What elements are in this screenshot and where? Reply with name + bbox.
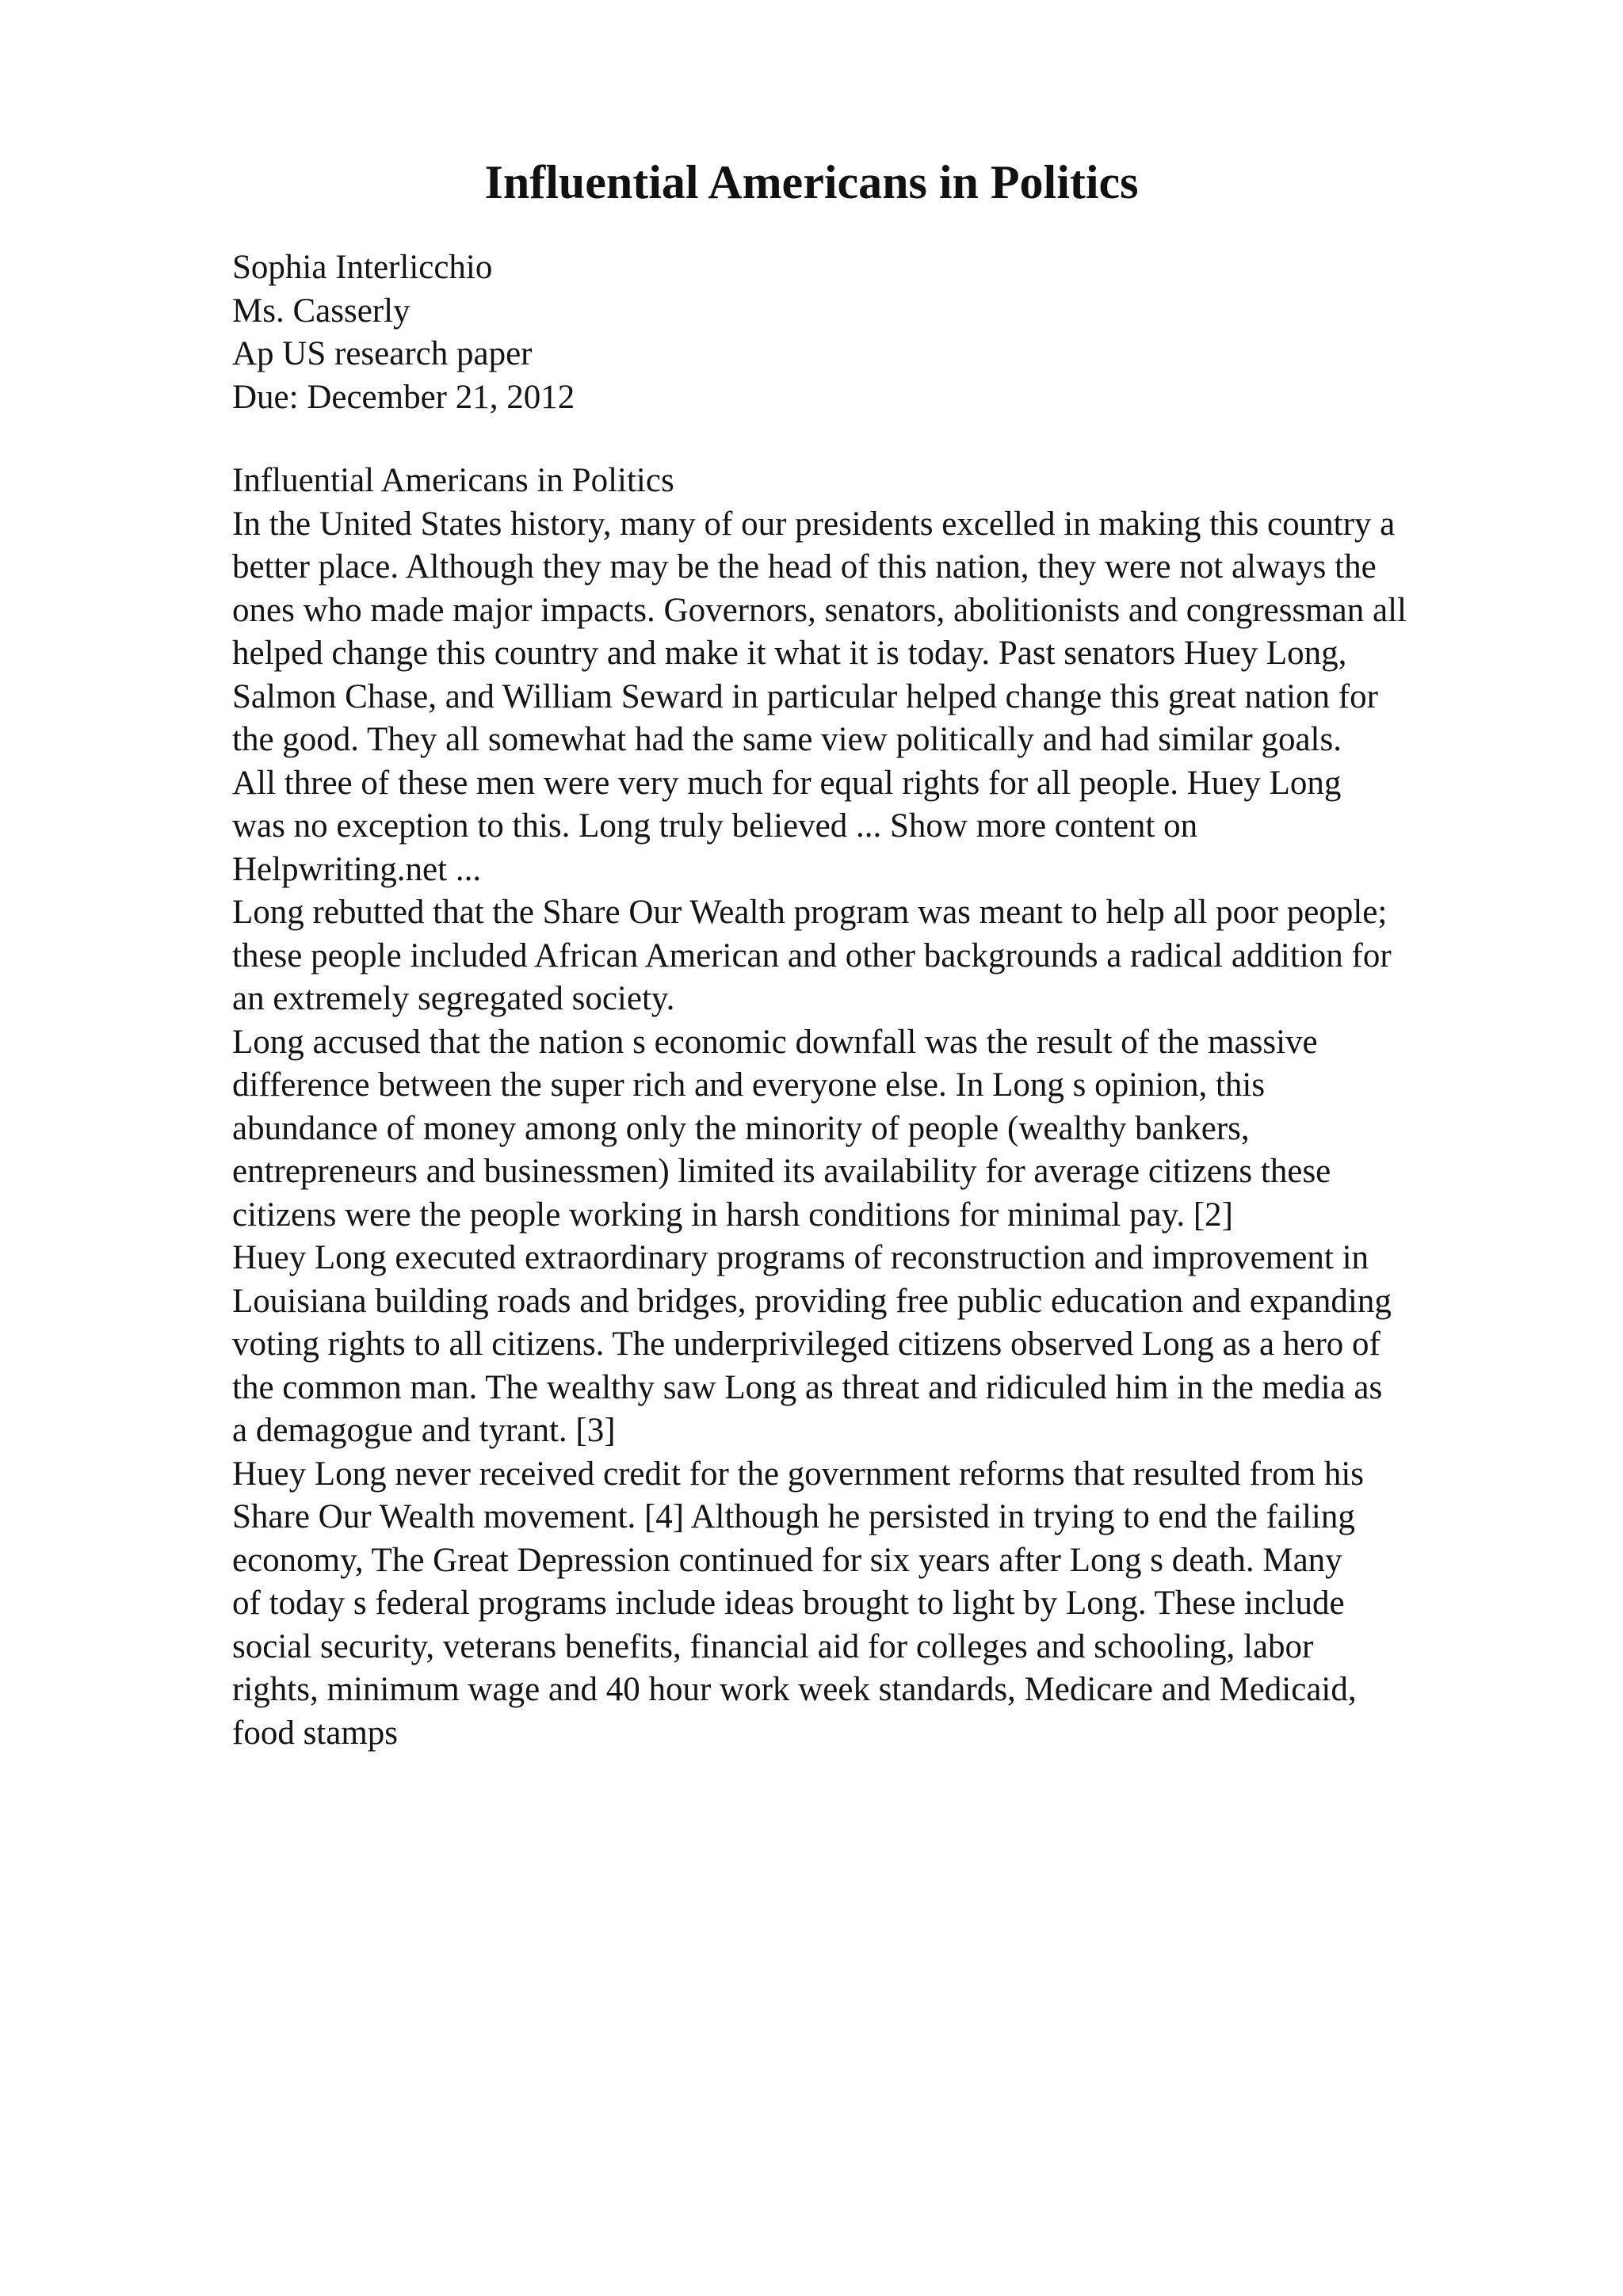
essay-line: social security, veterans benefits, financial aid for colleges and schooling, labor (232, 1627, 1314, 1665)
essay-line: was no exception to this. Long truly believed ... Show more content on (232, 807, 1198, 845)
essay-line: food stamps (232, 1714, 399, 1752)
essay-line: voting rights to all citizens. The underprivileged citizens observed Long as a hero of (232, 1325, 1381, 1363)
essay-line: entrepreneurs and businessmen) limited its availability for average citizens these (232, 1153, 1331, 1190)
document-title: Influential Americans in Politics (484, 156, 1139, 208)
essay-line: the common man. The wealthy saw Long as threat and ridiculed him in the media as (232, 1368, 1383, 1406)
essay-heading: Influential Americans in Politics (232, 462, 674, 499)
essay-line: economy, The Great Depression continued for six years after Long s death. Many (232, 1541, 1342, 1579)
author-header (232, 246, 1532, 419)
essay-line: abundance of money among only the minority of people (wealthy bankers, (232, 1109, 1250, 1147)
essay-line: difference between the super rich and everyone else. In Long s opinion, this (232, 1066, 1266, 1104)
essay-line: Helpwriting.net ... (232, 850, 482, 888)
essay-line: these people included African American and other backgrounds a radical addition for (232, 936, 1392, 974)
essay-line: Huey Long never received credit for the government reforms that resulted from his (232, 1455, 1365, 1493)
teacher-name: Ms. Casserly (232, 292, 411, 330)
essay-line: In the United States history, many of our presidents excelled in making this country a (232, 505, 1396, 543)
due-date: Due: December 21, 2012 (232, 378, 575, 416)
essay-line: Long rebutted that the Share Our Wealth program was meant to help all poor people; (232, 894, 1388, 931)
essay-line: rights, minimum wage and 40 hour work week standards, Medicare and Medicaid, (232, 1671, 1357, 1708)
essay-line: All three of these men were very much for equal rights for all people. Huey Long (232, 764, 1342, 802)
course-name: Ap US research paper (232, 335, 533, 372)
essay-line: better place. Although they may be the head of this nation, they were not always the (232, 548, 1377, 585)
essay-line: an extremely segregated society. (232, 980, 675, 1017)
essay-line: a demagogue and tyrant. [3] (232, 1412, 616, 1449)
essay-body (232, 460, 1532, 1755)
essay-line: Huey Long executed extraordinary programs of reconstruction and improvement in (232, 1239, 1369, 1276)
essay-line: of today s federal programs include ideas brought to light by Long. These include (232, 1585, 1345, 1622)
author-name: Sophia Interlicchio (232, 249, 493, 286)
essay-line: Share Our Wealth movement. [4] Although he persisted in trying to end the failing (232, 1498, 1355, 1535)
essay-line: Louisiana building roads and bridges, providing free public education and expanding (232, 1282, 1392, 1320)
essay-line: Salmon Chase, and William Seward in particular helped change this great nation for (232, 677, 1378, 715)
essay-line: Long accused that the nation s economic downfall was the result of the massive (232, 1023, 1318, 1061)
essay-line: the good. They all somewhat had the same view politically and had similar goals. (232, 721, 1342, 758)
essay-line: citizens were the people working in harsh conditions for minimal pay. [2] (232, 1196, 1233, 1234)
essay-line: ones who made major impacts. Governors, senators, abolitionists and congressman all (232, 591, 1407, 629)
essay-line: helped change this country and make it what it is today. Past senators Huey Long, (232, 635, 1347, 672)
